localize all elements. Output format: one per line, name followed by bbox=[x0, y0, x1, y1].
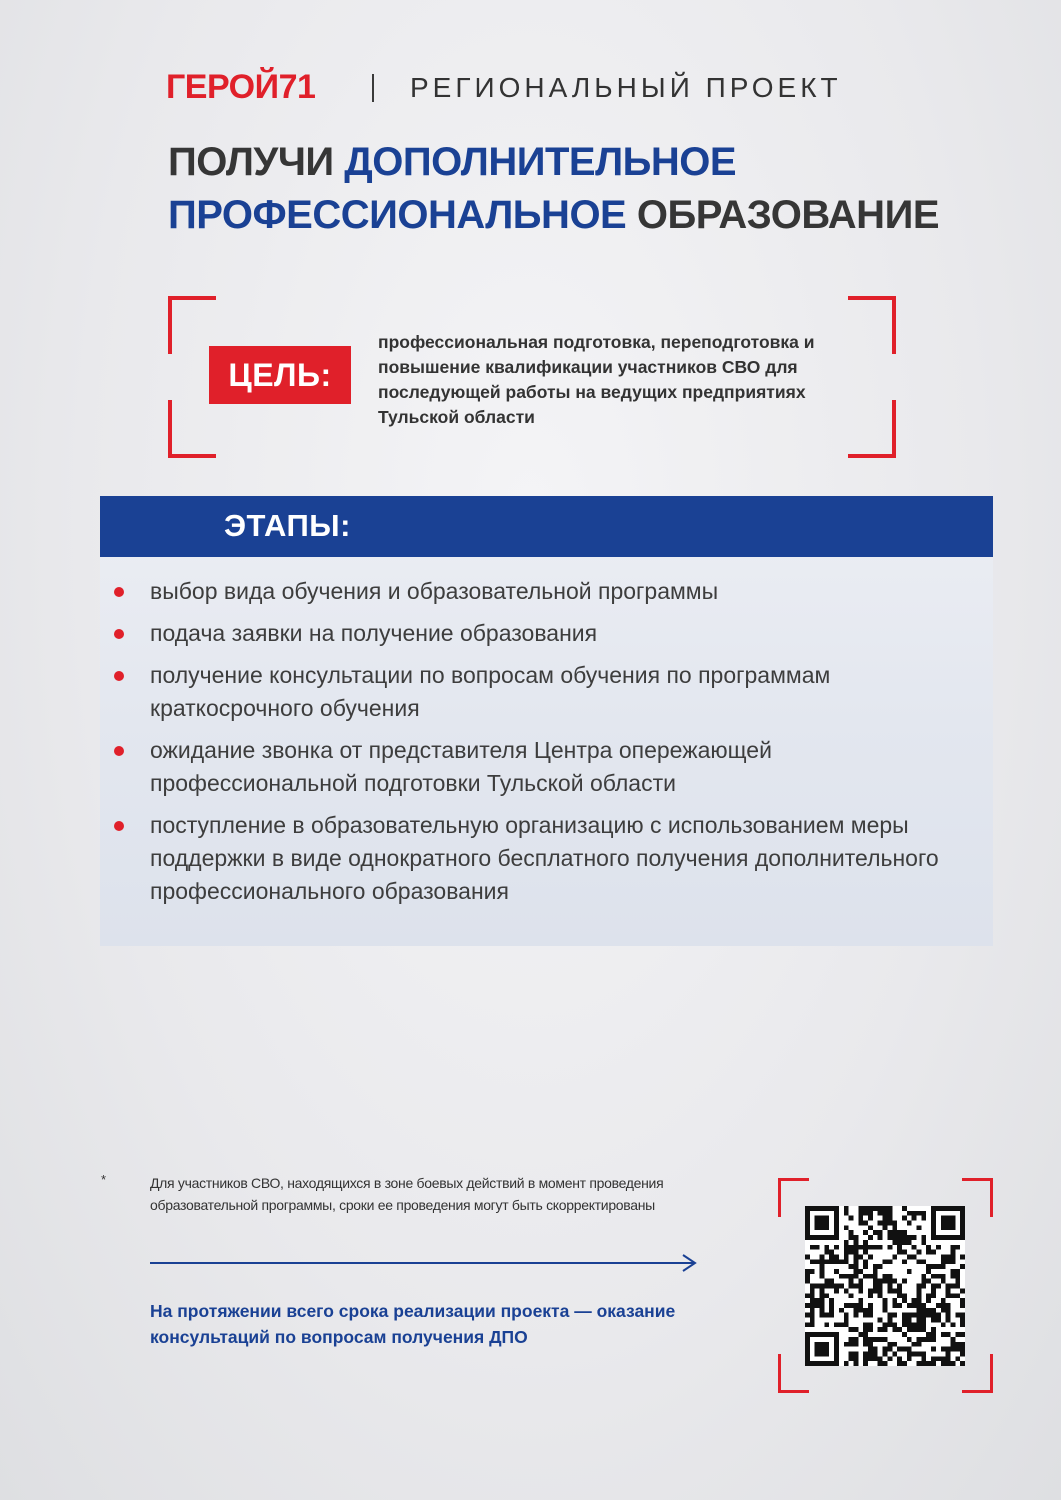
title-word-get: ПОЛУЧИ bbox=[168, 140, 345, 184]
consultation-note: На протяжении всего срока реализации проекта — оказание консультаций по вопросам получения ДПО bbox=[150, 1301, 676, 1347]
footnote-text: Для участников СВО, находящихся в зоне боевых действий в момент проведения образовательной программы, сроки ее проведения могут быть скорректированы bbox=[150, 1175, 664, 1213]
goal-badge: ЦЕЛЬ: bbox=[209, 346, 351, 404]
title-word-professional: ПРОФЕССИОНАЛЬНОЕ bbox=[168, 193, 637, 237]
qr-code[interactable] bbox=[805, 1206, 965, 1366]
stage-item bbox=[112, 617, 972, 650]
title-word-additional: ДОПОЛНИТЕЛЬНОЕ bbox=[344, 140, 737, 184]
brand-logo: ГЕРОЙ71 bbox=[166, 68, 316, 106]
bullet-icon bbox=[114, 821, 124, 831]
bullet-icon bbox=[114, 746, 124, 756]
stage-item bbox=[112, 734, 972, 800]
stages-list bbox=[112, 575, 972, 917]
stage-text: выбор вида обучения и образовательной программы bbox=[150, 578, 719, 604]
title-word-education: ОБРАЗОВАНИЕ bbox=[636, 193, 939, 237]
goal-description: профессиональная подготовка, переподготовка и повышение квалификации участников СВО для последующей работы на ведущих предприятиях Тульской области bbox=[378, 332, 815, 427]
stage-item bbox=[112, 659, 972, 725]
bullet-icon bbox=[114, 671, 124, 681]
page-title-line-2 bbox=[168, 193, 939, 238]
stage-text: ожидание звонка от представителя Центра опережающей профессиональной подготовки Тульской области bbox=[150, 737, 772, 796]
stage-item bbox=[112, 575, 972, 608]
stage-text: получение консультации по вопросам обучения по программам краткосрочного обучения bbox=[150, 662, 831, 721]
bullet-icon bbox=[114, 587, 124, 597]
stages-title: ЭТАПЫ: bbox=[224, 508, 351, 543]
stage-text: поступление в образовательную организацию с использованием меры поддержки в виде однократного бесплатного получения дополнительного профессионального образования bbox=[150, 812, 939, 904]
qr-bracket-top-right bbox=[962, 1178, 993, 1217]
qr-bracket-bottom-right bbox=[962, 1354, 993, 1393]
stage-item bbox=[112, 809, 972, 908]
header-divider bbox=[372, 74, 374, 102]
arrow-right-icon bbox=[150, 1253, 700, 1273]
page-title-line-1 bbox=[168, 140, 736, 185]
stage-text: подача заявки на получение образования bbox=[150, 620, 598, 646]
project-label: РЕГИОНАЛЬНЫЙ ПРОЕКТ bbox=[410, 72, 842, 103]
goal-bracket-bottom-left bbox=[168, 400, 216, 458]
footnote-mark: * bbox=[101, 1172, 107, 1187]
bullet-icon bbox=[114, 629, 124, 639]
